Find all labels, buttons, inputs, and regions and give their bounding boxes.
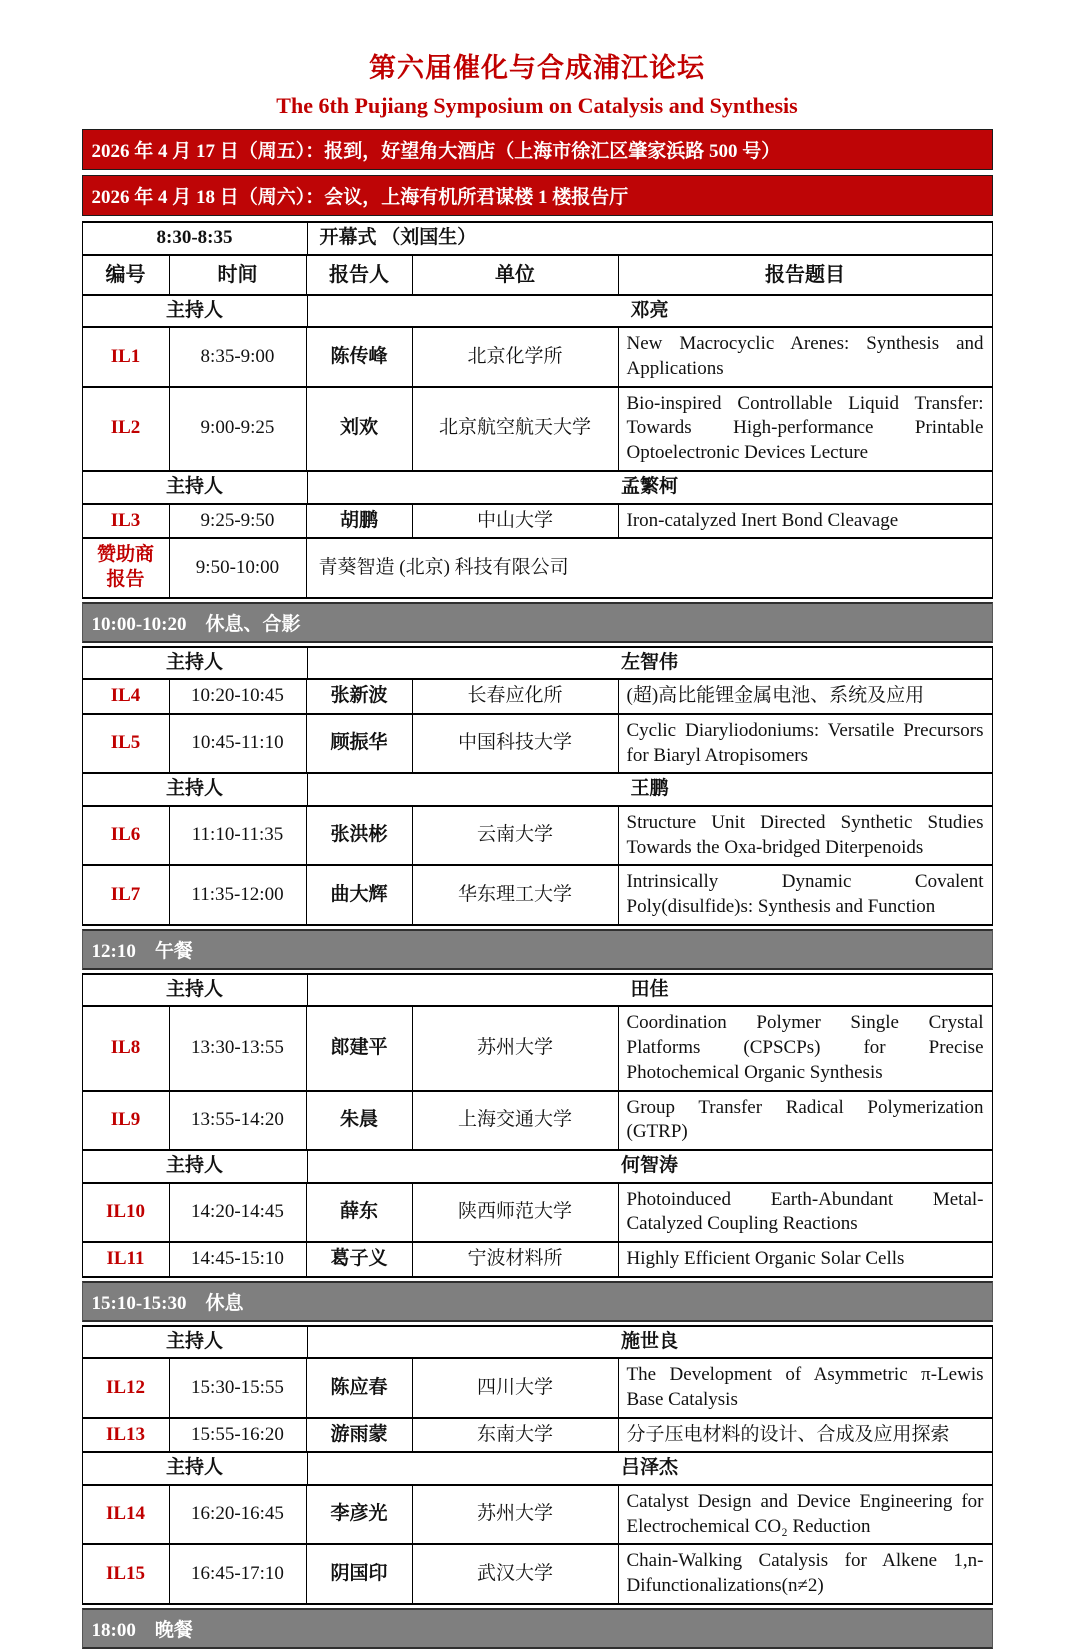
talk-time: 8:35-9:00 bbox=[170, 328, 307, 385]
talk-title: Structure Unit Directed Synthetic Studies Towards the Oxa-bridged Diterpenoids bbox=[626, 812, 984, 858]
talk-affiliation: 四川大学 bbox=[413, 1359, 619, 1416]
host-row bbox=[82, 1325, 993, 1360]
talk-id: IL5 bbox=[83, 715, 170, 772]
talk-speaker: 陈应春 bbox=[307, 1359, 413, 1416]
opening-title: 开幕式 （刘国生） bbox=[319, 227, 477, 248]
talk-time: 11:10-11:35 bbox=[170, 807, 307, 864]
talk-title: Highly Efficient Organic Solar Cells bbox=[626, 1247, 905, 1269]
talk-row bbox=[82, 388, 993, 472]
sponsor-row bbox=[82, 539, 993, 598]
talk-row bbox=[82, 1545, 993, 1604]
talk-time: 14:20-14:45 bbox=[170, 1184, 307, 1241]
talk-id: IL2 bbox=[83, 388, 170, 470]
talk-row bbox=[82, 1184, 993, 1243]
host-label: 主持人 bbox=[83, 774, 308, 805]
talk-affiliation: 陕西师范大学 bbox=[413, 1184, 619, 1241]
page-subtitle: The 6th Pujiang Symposium on Catalysis and Synthesis bbox=[276, 93, 798, 118]
talk-id: IL14 bbox=[83, 1486, 170, 1543]
talk-title: Group Transfer Radical Polymerization (GTRP) bbox=[626, 1096, 984, 1143]
talk-title: Chain-Walking Catalysis for Alkene 1,n-Difunctionalizations(n≠2) bbox=[626, 1550, 984, 1597]
talk-id: IL15 bbox=[83, 1545, 170, 1602]
host-name: 施世良 bbox=[620, 1330, 678, 1352]
sponsor-company: 青葵智造 (北京) 科技有限公司 bbox=[318, 556, 569, 578]
host-label: 主持人 bbox=[83, 648, 308, 679]
program-page bbox=[82, 46, 993, 1649]
talk-time: 13:30-13:55 bbox=[170, 1007, 307, 1089]
talk-speaker: 游雨蒙 bbox=[307, 1419, 413, 1452]
talk-time: 16:45-17:10 bbox=[170, 1545, 307, 1602]
talk-id: IL12 bbox=[83, 1359, 170, 1416]
host-row bbox=[82, 1151, 993, 1184]
talk-time: 14:45-15:10 bbox=[170, 1243, 307, 1276]
talk-title: Coordination Polymer Single Crystal Platforms (CPSCPs) for Precise Photochemical Organic Synthesis bbox=[626, 1012, 984, 1083]
talk-affiliation: 中国科技大学 bbox=[413, 715, 619, 772]
talk-time: 11:35-12:00 bbox=[170, 866, 307, 923]
talk-speaker: 薛东 bbox=[307, 1184, 413, 1241]
talk-speaker: 胡鹏 bbox=[307, 505, 413, 538]
talk-speaker: 曲大辉 bbox=[307, 866, 413, 923]
talk-time: 9:00-9:25 bbox=[170, 388, 307, 470]
col-header-speaker: 报告人 bbox=[307, 256, 413, 294]
col-header-affiliation: 单位 bbox=[413, 256, 619, 294]
talk-speaker: 顾振华 bbox=[307, 715, 413, 772]
host-label: 主持人 bbox=[83, 472, 308, 503]
day2-banner: 2026 年 4 月 18 日（周六）：会议，上海有机所君谋楼 1 楼报告厅 bbox=[82, 175, 993, 216]
talk-title: Photoinduced Earth-Abundant Metal-Catalyzed Coupling Reactions bbox=[626, 1188, 984, 1235]
talk-speaker: 李彦光 bbox=[307, 1486, 413, 1543]
talk-affiliation: 中山大学 bbox=[413, 505, 619, 538]
schedule-table bbox=[82, 221, 993, 1649]
host-row bbox=[82, 472, 993, 505]
talk-id: IL6 bbox=[83, 807, 170, 864]
section-banner: 15:10-15:30 休息 bbox=[82, 1281, 993, 1322]
talk-affiliation: 苏州大学 bbox=[413, 1007, 619, 1089]
host-label: 主持人 bbox=[83, 1151, 308, 1182]
talk-id: IL9 bbox=[83, 1092, 170, 1149]
header-row bbox=[82, 256, 993, 296]
host-name: 王鹏 bbox=[630, 778, 669, 800]
host-name: 左智伟 bbox=[620, 651, 678, 673]
talk-affiliation: 上海交通大学 bbox=[413, 1092, 619, 1149]
col-header-id: 编号 bbox=[83, 256, 170, 294]
col-header-title: 报告题目 bbox=[765, 263, 845, 286]
talk-title: New Macrocyclic Arenes: Synthesis and Applications bbox=[626, 333, 984, 380]
host-name: 孟繁柯 bbox=[620, 475, 678, 497]
talk-speaker: 朱晨 bbox=[307, 1092, 413, 1149]
talk-id: IL7 bbox=[83, 866, 170, 923]
talk-time: 9:25-9:50 bbox=[170, 505, 307, 538]
host-row bbox=[82, 296, 993, 329]
talk-title: Intrinsically Dynamic Covalent Poly(disulfide)s: Synthesis and Function bbox=[626, 871, 984, 918]
sponsor-time: 9:50-10:00 bbox=[170, 539, 307, 596]
talk-row bbox=[82, 1243, 993, 1278]
talk-id: IL11 bbox=[83, 1243, 170, 1276]
host-row bbox=[82, 1453, 993, 1486]
opening-time: 8:30-8:35 bbox=[83, 223, 308, 254]
day1-banner: 2026 年 4 月 17 日（周五）：报到，好望角大酒店（上海市徐汇区肇家浜路 500 号） bbox=[82, 129, 993, 170]
col-header-time: 时间 bbox=[170, 256, 307, 294]
talk-affiliation: 华东理工大学 bbox=[413, 866, 619, 923]
talk-row bbox=[82, 1419, 993, 1454]
host-label: 主持人 bbox=[83, 1453, 308, 1484]
talk-affiliation: 东南大学 bbox=[413, 1419, 619, 1452]
talk-title: Catalyst Design and Device Engineering for Electrochemical CO₂ Reduction bbox=[626, 1491, 984, 1537]
talk-row bbox=[82, 505, 993, 540]
talk-row bbox=[82, 1092, 993, 1151]
opening-row bbox=[82, 221, 993, 256]
talk-time: 13:55-14:20 bbox=[170, 1092, 307, 1149]
page-title: 第六届催化与合成浦江论坛 bbox=[369, 53, 705, 83]
talk-speaker: 刘欢 bbox=[307, 388, 413, 470]
talk-speaker: 郎建平 bbox=[307, 1007, 413, 1089]
talk-row bbox=[82, 1359, 993, 1418]
talk-affiliation: 云南大学 bbox=[413, 807, 619, 864]
talk-id: IL3 bbox=[83, 505, 170, 538]
talk-row bbox=[82, 1486, 993, 1545]
talk-row bbox=[82, 680, 993, 715]
talk-speaker: 张洪彬 bbox=[307, 807, 413, 864]
section-banner: 10:00-10:20 休息、合影 bbox=[82, 602, 993, 643]
talk-time: 10:45-11:10 bbox=[170, 715, 307, 772]
host-name: 何智涛 bbox=[620, 1154, 678, 1176]
host-name: 田佳 bbox=[630, 978, 669, 1000]
talk-affiliation: 北京化学所 bbox=[413, 328, 619, 385]
section-banner: 18:00 晚餐 bbox=[82, 1608, 993, 1649]
talk-time: 10:20-10:45 bbox=[170, 680, 307, 713]
talk-id: IL1 bbox=[83, 328, 170, 385]
host-row bbox=[82, 646, 993, 681]
host-name: 邓亮 bbox=[630, 299, 669, 321]
section-banner: 12:10 午餐 bbox=[82, 929, 993, 970]
talk-row bbox=[82, 807, 993, 866]
talk-speaker: 张新波 bbox=[307, 680, 413, 713]
host-row bbox=[82, 774, 993, 807]
talk-row bbox=[82, 328, 993, 387]
talk-id: IL8 bbox=[83, 1007, 170, 1089]
host-label: 主持人 bbox=[83, 1327, 308, 1358]
talk-affiliation: 宁波材料所 bbox=[413, 1243, 619, 1276]
talk-id: IL10 bbox=[83, 1184, 170, 1241]
talk-id: IL4 bbox=[83, 680, 170, 713]
talk-speaker: 阴国印 bbox=[307, 1545, 413, 1602]
talk-time: 15:55-16:20 bbox=[170, 1419, 307, 1452]
talk-speaker: 陈传峰 bbox=[307, 328, 413, 385]
talk-row bbox=[82, 866, 993, 925]
talk-title: The Development of Asymmetric π-Lewis Base Catalysis bbox=[626, 1364, 984, 1410]
talk-row bbox=[82, 1007, 993, 1091]
sponsor-label: 赞助商报告 bbox=[83, 539, 170, 596]
host-label: 主持人 bbox=[83, 975, 308, 1006]
host-label: 主持人 bbox=[83, 296, 308, 327]
talk-time: 15:30-15:55 bbox=[170, 1359, 307, 1416]
talk-time: 16:20-16:45 bbox=[170, 1486, 307, 1543]
talk-affiliation: 北京航空航天大学 bbox=[413, 388, 619, 470]
talk-title: (超)高比能锂金属电池、系统及应用 bbox=[626, 685, 925, 707]
talk-affiliation: 苏州大学 bbox=[413, 1486, 619, 1543]
talk-affiliation: 武汉大学 bbox=[413, 1545, 619, 1602]
talk-title: Iron-catalyzed Inert Bond Cleavage bbox=[626, 509, 899, 531]
talk-title: 分子压电材料的设计、合成及应用探索 bbox=[626, 1423, 950, 1445]
host-name: 吕泽杰 bbox=[620, 1457, 678, 1479]
talk-affiliation: 长春应化所 bbox=[413, 680, 619, 713]
talk-title: Bio-inspired Controllable Liquid Transfer: Towards High-performance Printable Optoelectronic Devices Lecture bbox=[626, 392, 984, 464]
host-row bbox=[82, 973, 993, 1008]
talk-row bbox=[82, 715, 993, 774]
talk-speaker: 葛子义 bbox=[307, 1243, 413, 1276]
talk-title: Cyclic Diaryliodoniums: Versatile Precursors for Biaryl Atropisomers bbox=[626, 719, 984, 766]
talk-id: IL13 bbox=[83, 1419, 170, 1452]
